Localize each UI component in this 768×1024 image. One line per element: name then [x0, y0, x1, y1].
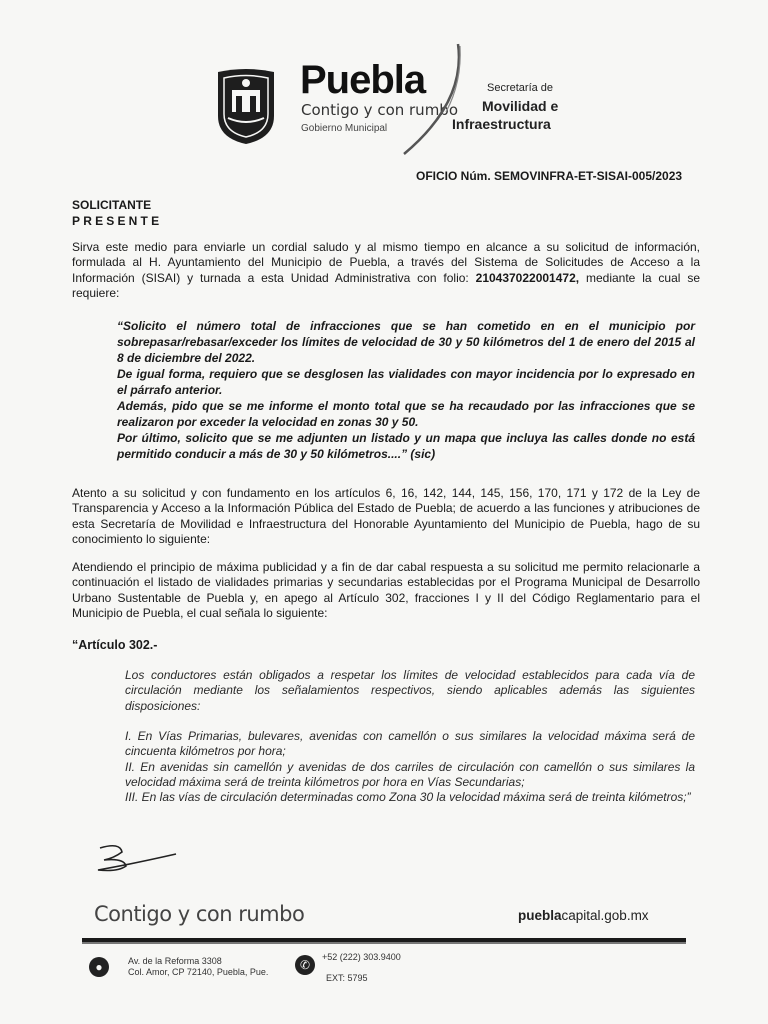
recipient: SOLICITANTE: [72, 198, 152, 212]
footer-url-rest: capital.gob.mx: [561, 908, 649, 923]
folio-number: 210437022001472,: [475, 270, 580, 285]
location-pin-icon: ●: [89, 957, 109, 977]
phone-number[interactable]: +52 (222) 303.9400: [322, 952, 401, 962]
brand-swoosh-icon: [400, 42, 470, 157]
paragraph-intro-text: Sirva este medio para enviarle un cordial saludo y al mismo tiempo en alcance a su solicitud de información, formulada al H. Ayuntamiento del Municipio de Puebla, a través del Sistema de Solicitudes de Acceso a la Información (SISAI) y turnada a esta Unidad Administrativa con folio:: [72, 240, 700, 285]
quote-line: “Solicito el número total de infracciones que se han cometido en en el municipio por sobrepasar/rebasar/exceder los límites de velocidad de 30 y 50 kilómetros del 1 de enero del 2015 al 8 de diciembre del 2022.: [117, 319, 695, 365]
law-item: II. En avenidas sin camellón y avenidas de dos carriles de circulación con camellón o sus similares la velocidad máxima será de treinta kilómetros por hora en Vías Secundarias;: [125, 759, 695, 789]
phone-icon: ✆: [295, 955, 315, 975]
footer-divider: [82, 938, 686, 944]
oficio-number: OFICIO Núm. SEMOVINFRA-ET-SISAI-005/2023: [416, 169, 683, 183]
government-label: Gobierno Municipal: [301, 123, 388, 134]
municipal-crest-logo: [214, 66, 278, 146]
phone-extension: EXT: 5795: [326, 973, 368, 983]
paragraph-legal-basis: Atento a su solicitud y con fundamento en los artículos 6, 16, 142, 144, 145, 156, 170, 171 y 172 de la Ley de Transparencia y Acceso a la Información Pública del Estado de Puebla; de acuerdo a las funciones y atribuciones de esta Secretaría de Movilidad e Infraestructura del Honorable Ayuntamiento del Municipio de Puebla, hago de su conocimiento lo siguiente:: [72, 486, 700, 546]
footer-website[interactable]: [518, 908, 649, 923]
signature-mark: [92, 840, 182, 876]
address-line1: Av. de la Reforma 3308: [128, 956, 222, 966]
paragraph-intro-end: mediante la cual se requiere:: [72, 270, 701, 300]
secretariat-name-line1: Movilidad e: [482, 98, 559, 114]
law-item: III. En las vías de circulación determinadas como Zona 30 la velocidad máxima será de treinta kilómetros;”: [125, 790, 691, 805]
brand-slogan: Contigo y con rumbo: [301, 101, 459, 119]
law-item: I. En Vías Primarias, bulevares, avenidas con camellón o sus similares la velocidad máxima será de cincuenta kilómetros por hora;: [125, 729, 695, 759]
secretariat-name-line2: Infraestructura: [452, 116, 551, 132]
quote-line: Además, pido que se me informe el monto total que se ha recaudado por las infracciones que se realizaron por exceder la velocidad en zonas 30 y 50.: [117, 399, 695, 429]
brand-name: Puebla: [300, 58, 426, 102]
law-intro: Los conductores están obligados a respetar los límites de velocidad establecidos para cada vía de circulación mediante los señalamientos respectivos, siendo aplicables además las siguientes disposiciones:: [125, 668, 695, 713]
paragraph-intro: [72, 240, 700, 301]
footer-url-bold: puebla: [518, 908, 562, 923]
request-quote: [117, 318, 695, 462]
article-title: “Artículo 302.-: [72, 638, 158, 652]
address-line2: Col. Amor, CP 72140, Puebla, Pue.: [128, 967, 269, 977]
footer-slogan: Contigo y con rumbo: [94, 902, 305, 926]
quote-line: Por último, solicito que se me adjunten un listado y un mapa que incluya las calles donde no está permitido conducir a más de 30 y 50 kilómetros....” (sic): [117, 431, 695, 461]
secretariat-label: Secretaría de: [487, 82, 554, 94]
quote-line: De igual forma, requiero que se desglosen las vialidades con mayor incidencia por lo expresado en el párrafo anterior.: [117, 367, 695, 397]
paragraph-response: Atendiendo el principio de máxima publicidad y a fin de dar cabal respuesta a su solicitud me permito relacionarle a continuación el listado de vialidades primarias y secundarias establecidas por el Programa Municipal de Desarrollo Urbano Sustentable de Puebla y, en apego al Artículo 302, fracciones I y II del Código Reglamentario para el Municipio de Puebla, el cual señala lo siguiente:: [72, 560, 700, 620]
law-items: [125, 729, 695, 805]
presente-label: PRESENTE: [72, 214, 163, 228]
